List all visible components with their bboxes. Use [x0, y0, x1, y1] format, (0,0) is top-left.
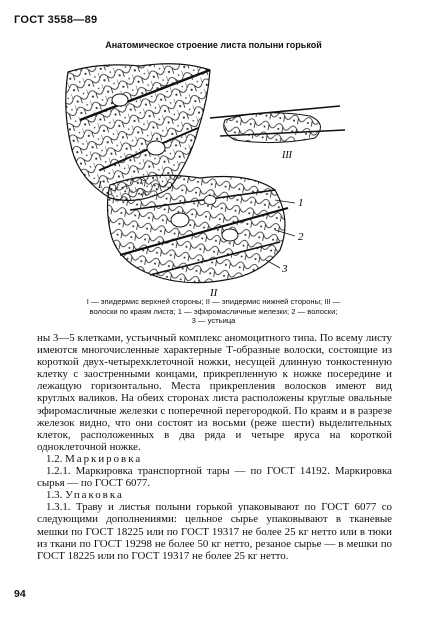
lower-epidermis-fragment — [108, 175, 289, 299]
figure-caption — [40, 297, 387, 326]
paragraph-anatomy: ны 3—5 клетками, устьичный комплекс аномоцитного типа. По всему листу имеются многочисленные характерные Т-образные волоски, состоящие из короткой двух-четырехклеточной ножки, несущей длинную тонкостенную клетку с заостренными концами, прикрепленную к ножке посередине и лежащую горизонтально. Места прикрепления волосков имеют вид круглых валиков. На обеих сторонах листа расположены круглые овальные эфиромасличные железки с поперечной перегородкой. По краям и в разрезе железок видно, что они состоят из восьми (реже шести) выделительных клеток, расположенных в два ряда и четыре яруса на короткой одноклеточной ножке. — [37, 332, 392, 453]
figure-label-III: III — [282, 150, 292, 161]
figure-label-3: 3 — [282, 263, 288, 275]
section-heading-1-2 — [37, 453, 392, 465]
section-title: Упаковка — [65, 489, 124, 502]
figure-label-1: 1 — [298, 197, 304, 209]
leaf-edge-hairs-fragment — [210, 106, 345, 161]
caption-line: I — эпидермис верхней стороны; II — эпидермис нижней стороны; III — — [86, 297, 341, 306]
section-number: 1.3. — [46, 489, 63, 502]
paragraph-1-3-1: 1.3.1. Траву и листья полыни горькой упаковывают по ГОСТ 6077 со следующими дополнениями: цельное сырье упаковывают в тканевые мешки по ГОСТ 18225 или по ГОСТ 19317 не более 25 кг нетто или в тюки из ткани по ГОСТ 19298 не более 50 кг нетто, резаное сырье — в мешки по ГОСТ 18225 или по ГОСТ 19317 не более 25 кг нетто. — [37, 501, 392, 562]
section-number: 1.2. — [46, 452, 63, 465]
caption-line: волоски по краям листа; 1 — эфиромасличные железки; 2 — волоски; — [89, 306, 338, 316]
figure-label-II: II — [210, 287, 218, 299]
section-heading-1-3 — [37, 489, 392, 501]
document-code: ГОСТ 3558—89 — [14, 14, 98, 26]
figure-label-2: 2 — [298, 231, 304, 243]
paragraph-1-2-1: 1.2.1. Маркировка транспортной тары — по ГОСТ 14192. Маркировка сырья — по ГОСТ 6077. — [37, 465, 392, 490]
caption-line: 3 — устьица — [191, 316, 236, 325]
figure-label-I: I — [98, 179, 102, 191]
page-number: 94 — [14, 588, 26, 600]
section-title: Маркировка — [65, 452, 143, 465]
leaf-anatomy-figure — [60, 60, 360, 300]
figure-title: Анатомическое строение листа полыни горькой — [105, 40, 322, 50]
body-text — [37, 332, 392, 562]
